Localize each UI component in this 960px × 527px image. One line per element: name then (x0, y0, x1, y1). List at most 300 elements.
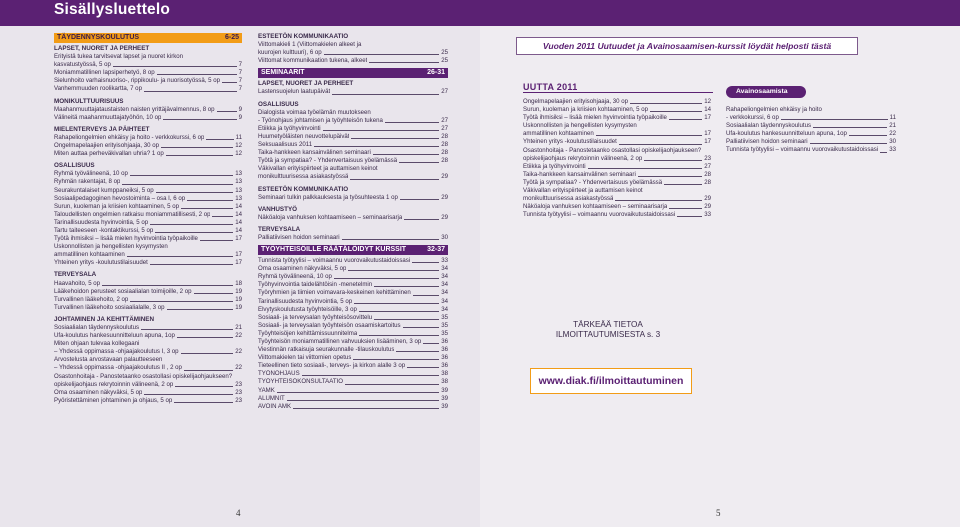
toc-entry-page: 21 (889, 122, 896, 130)
registration-link[interactable]: www.diak.fi/ilmoittautuminen (538, 375, 684, 387)
dot-leader (351, 138, 439, 139)
toc-entry (726, 138, 896, 146)
toc-entry-page: 19 (235, 295, 242, 303)
toc-entry (54, 235, 242, 243)
toc-entry-page: 7 (238, 77, 242, 85)
dot-leader (650, 111, 702, 112)
toc-entry (54, 227, 242, 235)
dot-leader (412, 262, 439, 263)
dot-leader (423, 343, 439, 344)
toc-entry (258, 378, 448, 386)
dot-leader (630, 103, 702, 104)
toc-entry (54, 389, 242, 397)
dot-leader (166, 155, 233, 156)
registration-info (533, 320, 683, 340)
page-number-right: 5 (716, 508, 721, 518)
dot-leader (212, 216, 233, 217)
dot-leader (194, 293, 234, 294)
toc-entry (54, 69, 242, 77)
dot-leader (413, 295, 439, 296)
toc-entry-page: 35 (441, 313, 448, 321)
toc-entry (258, 362, 448, 370)
toc-entry-title: Palliatiivisen hoidon seminaari (726, 138, 808, 146)
toc-entry-title: Näköaloja vanhuksen kohtaamiseen – seminaarisarja (258, 213, 403, 221)
toc-entry (258, 306, 448, 314)
toc-entry (523, 203, 711, 211)
toc-entry-title: Etiikka ja työhyvinvointi (523, 162, 586, 170)
toc-entry-title: Ryhmä työvälineenä, 10 op (258, 273, 332, 281)
toc-entry (54, 364, 242, 372)
section-header (258, 245, 448, 255)
dot-leader (217, 111, 237, 112)
dot-leader (177, 337, 233, 338)
toc-entry (258, 157, 448, 165)
dot-leader (880, 152, 887, 153)
dot-leader (332, 94, 439, 95)
toc-entry-page: 11 (889, 114, 896, 122)
toc-entry-title: Näköaloja vanhuksen kohtaamiseen – seminaarisarja (523, 203, 668, 211)
dot-leader (403, 327, 440, 328)
toc-entry (54, 142, 242, 150)
toc-entry-title: Elvytyskoulutusta työyhteisöille, 3 op (258, 305, 357, 313)
dot-leader (150, 224, 233, 225)
toc-entry-title: Ryhmä työvälineenä, 10 op (54, 170, 128, 178)
toc-entry: Miten ohjaan tulevaa kollegaani (54, 340, 140, 348)
toc-entry-page: 23 (704, 154, 711, 162)
dot-leader (369, 62, 439, 63)
toc-entry-page: 13 (235, 170, 242, 178)
toc-entry-title: ammatillinen kohtaaminen (54, 251, 125, 259)
toc-entry-title: Tunnista työtyylisi – voimaannu vuorovaikutustaidoissasi (258, 257, 411, 265)
toc-entry-page: 7 (238, 85, 242, 93)
toc-entry-page: 39 (441, 402, 448, 410)
section-title: OSALLISUUS (54, 162, 95, 170)
toc-entry-title: Työtä ja sympatiaa? - Yhdenvertaisuus yöelämässä (523, 178, 663, 186)
toc-entry-page: 28 (441, 157, 448, 165)
toc-entry (258, 330, 448, 338)
toc-entry (54, 61, 242, 69)
dot-leader (374, 319, 439, 320)
toc-entry-title: Ongelmapelaajien erityisohjaaja, 30 op (523, 98, 629, 105)
toc-entry-page: 33 (889, 146, 896, 154)
toc-entry: Viittomakieli 1 (Viittomakielen alkeet ja (258, 41, 362, 49)
toc-entry-title: - verkkokurssi, 6 op (726, 114, 779, 122)
dot-leader (314, 146, 439, 147)
toc-entry (258, 370, 448, 378)
dot-leader (206, 139, 233, 140)
toc-entry (258, 117, 448, 125)
toc-entry-page: 29 (704, 195, 711, 203)
toc-entry-title: Taika-hankkeen kansainvälinen seminaari (523, 170, 636, 178)
toc-entry-title: Tunnista työtyylisi – voimaannu vuorovaikutustaidoissasi (523, 211, 676, 219)
dot-leader (163, 119, 236, 120)
dot-leader (385, 122, 439, 123)
toc-entry-page: 27 (441, 124, 448, 132)
toc-entry (258, 57, 448, 65)
dot-leader (781, 119, 888, 120)
toc-entry: Erityistä tukea tarvitsevat lapset ja nuoret kirkon (54, 53, 184, 61)
dot-leader (354, 303, 439, 304)
dot-leader (615, 200, 702, 201)
toc-entry-title: TYÖYHTEISÖKONSULTAATIO (258, 378, 343, 386)
toc-entry (523, 171, 711, 179)
dot-leader (156, 192, 234, 193)
toc-entry-title: monikulttuurisessa asiakastyössä (258, 173, 349, 181)
section-header-pages: 26-31 (427, 69, 445, 77)
toc-entry-title: Työryhmien ja tiimien voimavara-keskeinen kehittäminen (258, 289, 411, 297)
toc-entry (54, 219, 242, 227)
toc-entry-title: Työhyvinvointia taidelähtöisin -menetelmin (258, 281, 373, 289)
dot-leader (644, 160, 702, 161)
dot-leader (141, 329, 233, 330)
toc-entry-title: Maahanmuuttajataustaisten naisten yrittäjävalmennus, 8 op (54, 105, 215, 113)
toc-entry (258, 403, 448, 411)
toc-entry-page: 28 (441, 132, 448, 140)
dot-leader (669, 208, 702, 209)
toc-entry-title: - Työnohjaus johtamisen ja työyhteisön tukena (258, 116, 383, 124)
toc-entry-title: ammatillinen kohtaaminen (523, 130, 594, 138)
dot-leader (174, 402, 233, 403)
dot-leader (302, 375, 440, 376)
toc-entry-page: 36 (441, 362, 448, 370)
toc-entry-page: 9 (238, 105, 242, 113)
toc-entry-page: 36 (441, 354, 448, 362)
toc-entry-page: 12 (704, 98, 711, 105)
toc-entry-page: 35 (441, 329, 448, 337)
toc-entry-page: 13 (235, 186, 242, 194)
dot-leader (334, 278, 439, 279)
dot-leader (813, 127, 887, 128)
section-title: ESTEETÖN KOMMUNIKAATIO (258, 33, 349, 40)
toc-entry-title: Viestinnän ratkaisuja seurakunnalle -tilauskoulutus (258, 346, 395, 354)
toc-entry (258, 322, 448, 330)
toc-entry (258, 387, 448, 395)
dot-leader (359, 311, 439, 312)
dot-leader (399, 162, 439, 163)
toc-entry-page: 18 (235, 279, 242, 287)
section-title: TERVEYSALA (258, 225, 301, 233)
dot-leader (184, 370, 233, 371)
toc-entry-page: 14 (235, 210, 242, 218)
toc-entry (54, 324, 242, 332)
dot-leader (374, 286, 439, 287)
toc-entry (258, 257, 448, 265)
toc-entry-page: 22 (235, 364, 242, 372)
toc-entry-title: Sosiaalipedagoginen hevostoiminta – osa I, 6 op (54, 194, 186, 202)
dot-leader (181, 353, 234, 354)
toc-entry-page: 34 (441, 281, 448, 289)
toc-entry-page: 23 (235, 388, 242, 396)
toc-entry (523, 106, 711, 114)
toc-entry (54, 348, 242, 356)
toc-entry-page: 22 (889, 130, 896, 138)
toc-entry-page: 12 (235, 142, 242, 150)
dot-leader (348, 270, 439, 271)
toc-entry-title: AVOIN AMK (258, 402, 292, 410)
toc-entry-page: 25 (441, 57, 448, 65)
toc-entry (54, 106, 242, 114)
toc-entry-page: 28 (441, 149, 448, 157)
toc-entry (258, 88, 448, 96)
toc-entry (54, 332, 242, 340)
dot-leader (669, 119, 702, 120)
toc-entry-title: Yhteinen yritys -koulutustilaisuudet (54, 259, 148, 267)
section-title: LAPSET, NUORET JA PERHEET (54, 45, 150, 52)
dot-leader (200, 240, 233, 241)
toc-entry (54, 211, 242, 219)
toc-entry-page: 29 (441, 173, 448, 181)
toc-entry (258, 149, 448, 157)
toc-entry-page: 34 (441, 289, 448, 297)
toc-entry-title: Sielunhoito varhaisnuoriso-, rippikoulu- ja nuorisotyössä, 5 op (54, 77, 220, 85)
section-title: MONIKULTTUURISUUS (54, 97, 124, 105)
toc-entry-title: Työtä ja sympatiaa? - Yhdenvertaisuus yöelämässä (258, 157, 398, 165)
toc-entry (54, 150, 242, 158)
dot-leader (127, 256, 233, 257)
toc-entry-page: 14 (235, 226, 242, 234)
toc-entry (54, 178, 242, 186)
toc-entry (54, 288, 242, 296)
toc-entry (726, 130, 896, 138)
toc-entry (54, 85, 242, 93)
toc-entry-page: 14 (704, 106, 711, 114)
toc-entry (523, 155, 711, 163)
toc-entry: Dialogista voimaa työelämän muutokseen (258, 108, 371, 116)
toc-entry: Arvostelusta arvostavaan palautteeseen (54, 356, 163, 364)
section-header (54, 33, 242, 43)
toc-entry (258, 234, 448, 242)
toc-entry-page: 22 (235, 332, 242, 340)
toc-entry-page: 34 (441, 305, 448, 313)
registration-link-box[interactable] (530, 368, 692, 394)
dot-leader (596, 135, 702, 136)
dot-leader (102, 285, 233, 286)
dot-leader (359, 335, 439, 336)
toc-entry-title: Surun, kuoleman ja kriisien kohtaaminen, 5 op (54, 202, 179, 210)
toc-entry-page: 38 (441, 370, 448, 378)
dot-leader (155, 232, 233, 233)
dot-leader (130, 175, 233, 176)
toc-entry (258, 173, 448, 181)
toc-entry-page: 17 (704, 114, 711, 122)
toc-entry (523, 130, 711, 138)
toc-entry-page: 34 (441, 265, 448, 273)
toc-entry (523, 211, 711, 219)
toc-entry-title: Lääkehoidon perusteet sosiaalialan toimijoille, 2 op (54, 287, 192, 295)
dot-leader (144, 394, 233, 395)
toc-entry-page: 27 (441, 88, 448, 96)
toc-entry-page: 17 (235, 251, 242, 259)
section-title: LAPSET, NUORET JA PERHEET (258, 80, 354, 88)
dot-leader (324, 54, 440, 55)
toc-entry-title: Seksuaalisuus 2011 (258, 141, 313, 149)
toc-entry (258, 395, 448, 403)
toc-entry: Uskonnollisten ja hengellisten kysymysten (523, 122, 637, 130)
toc-entry (54, 381, 242, 389)
registration-title-line2: ILMOITTAUTUMISESTA s. 3 (555, 330, 661, 339)
toc-entry (523, 114, 711, 122)
dot-leader (404, 219, 439, 220)
toc-entry (54, 397, 242, 405)
toc-entry (258, 141, 448, 149)
toc-entry: Rahapeliongelmien ehkäisy ja hoito (726, 106, 822, 113)
toc-entry-title: Moniammatillinen lapsiperhetyö, 8 op (54, 69, 155, 77)
toc-entry-page: 27 (441, 116, 448, 124)
toc-entry-title: Tunnista työtyylisi – voimaannu vuorovaikutustaidoissasi (726, 146, 879, 154)
toc-entry: Osastonhoitaja - Panostetaanko osastollasi opiskelijaohjaukseen? (523, 146, 702, 154)
toc-entry-page: 7 (238, 69, 242, 77)
page-title: Sisällysluettelo (54, 1, 171, 18)
toc-entry-page: 14 (235, 218, 242, 226)
toc-entry-page: 28 (441, 141, 448, 149)
dot-leader (810, 143, 888, 144)
toc-entry-title: Haavahoito, 5 op (54, 279, 101, 287)
toc-entry-page: 28 (704, 170, 711, 178)
toc-entry-title: Lastensuojelun laatupäivät (258, 88, 331, 96)
toc-entry-title: Seminaari tulkin palkkauksesta ja työsuhteesta 1 op (258, 193, 398, 201)
dot-leader (849, 135, 887, 136)
dot-leader (664, 184, 702, 185)
toc-entry-page: 34 (441, 273, 448, 281)
toc-column-2 (258, 33, 448, 411)
toc-entry (54, 114, 242, 122)
dot-leader (150, 264, 233, 265)
toc-column-1 (54, 33, 242, 405)
section-title: VANHUSTYÖ (258, 205, 298, 213)
toc-entry-title: kuurojen kulttuuri), 6 op (258, 49, 322, 57)
dot-leader (293, 408, 439, 409)
toc-entry (54, 77, 242, 85)
toc-entry-title: Viittomat kommunikaation tukena, alkeet (258, 57, 368, 65)
dot-leader (638, 176, 702, 177)
toc-entry-title: Seurakuntalaiset kumppaneiksi, 5 op (54, 186, 154, 194)
toc-entry (54, 195, 242, 203)
toc-entry (258, 314, 448, 322)
toc-entry-title: Sosiaalialan täydennyskoulutus (54, 324, 140, 331)
dot-leader (342, 239, 440, 240)
toc-entry-page: 29 (441, 193, 448, 201)
toc-entry (258, 214, 448, 222)
section-title: OSALLISUUS (258, 100, 299, 108)
toc-entry-page: 25 (441, 49, 448, 57)
toc-entry-page: 21 (235, 324, 242, 331)
section-header-label: TÄYDENNYSKOULUTUS (57, 34, 140, 41)
section-header-pages: 32-37 (427, 246, 445, 254)
toc-entry (726, 122, 896, 130)
toc-entry-page: 27 (704, 162, 711, 170)
toc-entry-title: Sosiaalialan täydennyskoulutus (726, 122, 812, 130)
uutta-divider (523, 92, 713, 93)
toc-entry-title: Tartu taiteeseen -kontaktikurssi, 5 op (54, 226, 154, 234)
toc-entry (258, 289, 448, 297)
toc-entry-page: 17 (235, 259, 242, 267)
toc-entry-title: opiskelijaohjaus rekrytoinnin välineenä, 2 op (523, 154, 643, 162)
toc-entry (258, 298, 448, 306)
toc-entry-title: Oma osaaminen näkyväksi, 5 op (258, 265, 347, 273)
toc-entry (54, 251, 242, 259)
toc-entry-title: Ufa-koulutus hankesuunnitteluun apuna, 1op (726, 130, 847, 138)
toc-entry-page: 9 (238, 113, 242, 121)
toc-entry: Osastonhoitaja - Panostetaanko osastollasi opiskelijaohjaukseen? (54, 372, 233, 380)
toc-entry-title: Huumetyöläisten neuvottelupäivät (258, 132, 350, 140)
toc-entry-page: 13 (235, 178, 242, 186)
toc-entry-page: 36 (441, 338, 448, 345)
toc-entry-page: 17 (704, 130, 711, 138)
toc-entry-page: 39 (441, 394, 448, 402)
toc-entry-title: Surun, kuoleman ja kriisien kohtaaminen, 5 op (523, 106, 648, 114)
dot-leader (181, 208, 233, 209)
toc-entry-title: Taloudellisten ongelmien ratkaisu moniammatillisesti, 2 op (54, 210, 211, 218)
toc-entry: Väkivallan erityispiirteet ja auttamisen keinot (523, 187, 643, 195)
toc-entry (54, 203, 242, 211)
toc-entry (258, 338, 448, 346)
dot-leader (113, 66, 237, 67)
toc-entry (726, 114, 896, 122)
toc-entry-title: Välineitä maahanmuuttajatyöhön, 10 op (54, 113, 162, 121)
toc-entry-page: 19 (235, 287, 242, 295)
dot-leader (353, 359, 439, 360)
toc-entry-title: ALUMNIT (258, 394, 285, 402)
toc-entry (258, 125, 448, 133)
section-title: MIELENTERVEYS JA PÄIHTEET (54, 125, 150, 133)
toc-entry (54, 170, 242, 178)
dot-leader (167, 309, 234, 310)
toc-entry (54, 280, 242, 288)
toc-entry-title: Työyhteisöjen kehittämissuunnitelma (258, 329, 358, 337)
toc-entry (258, 265, 448, 273)
toc-entry-page: 14 (235, 202, 242, 210)
toc-entry (54, 304, 242, 312)
dot-leader (407, 367, 439, 368)
dot-leader (161, 147, 233, 148)
toc-entry-page: 19 (235, 303, 242, 311)
toc-entry-page: 29 (441, 213, 448, 221)
dot-leader (396, 351, 439, 352)
dot-leader (187, 200, 233, 201)
toc-entry-page: 36 (441, 346, 448, 354)
toc-entry-page: 13 (235, 194, 242, 202)
toc-entry-title: Turvallinen lääkehoito, 2 op (54, 295, 129, 303)
registration-title-line1: TÄRKEÄÄ TIETOA (573, 320, 643, 329)
toc-entry: Väkivallan erityispiirteet ja auttamisen keinot (258, 165, 378, 173)
toc-entry-title: Rahapeliongelmien ehkäisy ja hoito - verkkokurssi, 6 op (54, 133, 205, 141)
toc-entry-page: 39 (441, 386, 448, 394)
toc-entry (523, 179, 711, 187)
toc-entry-page: 35 (441, 321, 448, 329)
toc-entry (523, 98, 711, 106)
toc-entry-page: 12 (235, 150, 242, 158)
toc-entry-page: 17 (704, 138, 711, 146)
toc-entry-title: Turvallinen lääkehoito sosiaalialalle, 3 op (54, 303, 165, 311)
toc-entry-page: 23 (235, 380, 242, 388)
section-title: ESTEETÖN KOMMUNIKAATIO (258, 185, 349, 193)
toc-entry (54, 296, 242, 304)
dot-leader (157, 74, 237, 75)
toc-entry-page: 11 (235, 133, 242, 141)
section-header-label: TYÖYHTEISÖILLE RÄÄTÄLÖIDYT KURSSIT (261, 246, 407, 254)
toc-entry-title: Työtä ihmisiksi – lisää mielen hyvinvointia työpaikoille (523, 114, 667, 122)
toc-entry-title: TYÖNOHJAUS (258, 370, 300, 378)
toc-entry-title: Viittomakielen tai viittomien opetus (258, 354, 352, 362)
toc-entry-title: Tieteellinen tieto sosiaali-, terveys- ja kirkon alalle 3 op (258, 362, 406, 370)
toc-entry-title: Tarinallisuudesta hyvinvointia, 5 op (54, 218, 149, 226)
toc-entry-title: Vanhemmuuden roolikartta, 7 op (54, 85, 142, 93)
section-header (258, 68, 448, 78)
toc-entry (523, 195, 711, 203)
dot-leader (144, 91, 237, 92)
toc-entry (523, 163, 711, 171)
toc-entry-title: Taika-hankkeen kansainvälinen seminaari (258, 149, 371, 157)
